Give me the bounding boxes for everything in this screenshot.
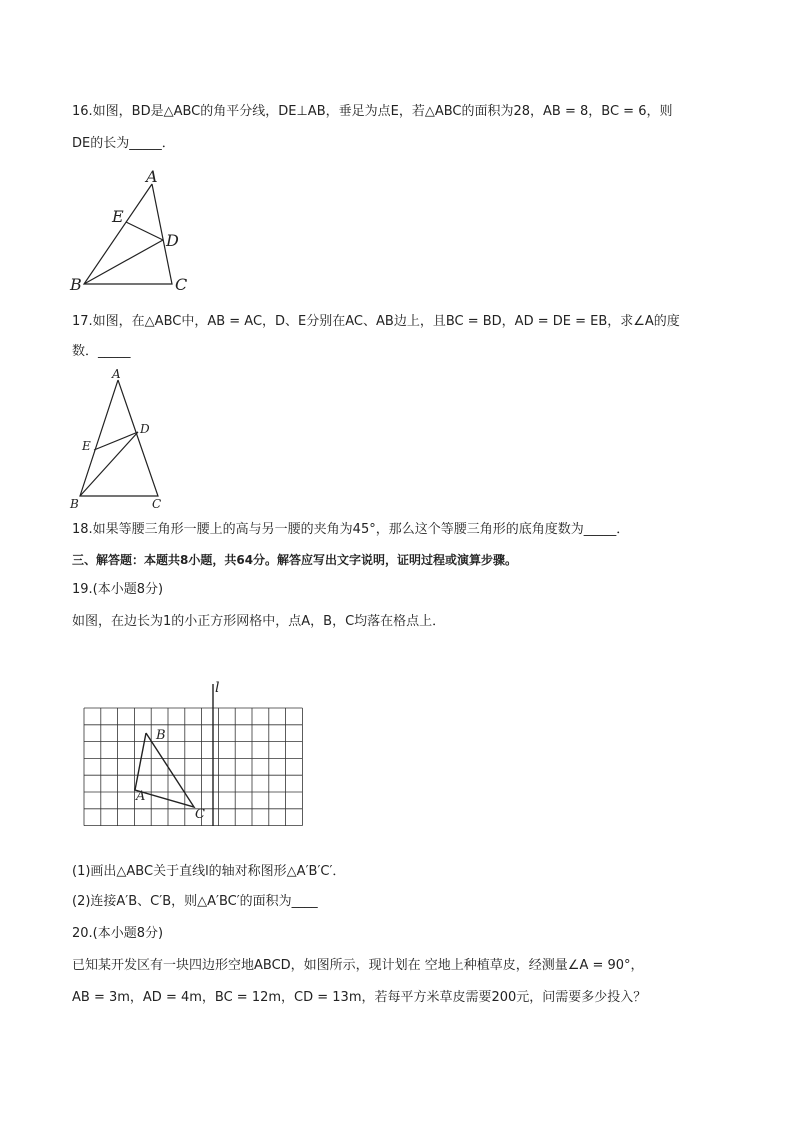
q16-label-b: B [70,275,82,294]
q17-triangle-abc [80,380,158,496]
q17-label-b: B [70,497,79,511]
q17-text-line1: 17.如图，在△ABC中，AB = AC，D、E分别在AC、AB边上，且BC = BD，AD = DE = EB，求∠A的度 [72,314,680,329]
q18-text-line1: 18.如果等腰三角形一腰上的高与另一腰的夹角为45°，那么这个等腰三角形的底角度数为_____． [72,522,630,537]
q16-segment-bd [84,240,163,284]
q16-triangle-abc [84,184,172,284]
q19-label-c: C [195,807,205,822]
q20-text-line1: 已知某开发区有一块四边形空地ABCD，如图所示，现计划在 空地上种植草皮，经测量∠A = 90°， [72,958,644,973]
q17-triangle-figure [68,366,178,512]
q17-label-d: D [140,422,150,436]
q16-triangle-figure [68,168,198,296]
q20-text-line2: AB = 3m，AD = 4m，BC = 12m，CD = 13m，若每平方米草皮需要200元，问需要多少投入？ [72,990,647,1005]
section3-heading: 三、解答题：本题共8小题，共64分。解答应写出文字说明，证明过程或演算步骤。 [72,553,518,567]
q20-title: 20.(本小题8分) [72,926,164,941]
q16-segment-de [126,222,163,240]
q19-part2: (2)连接A′B、C′B，则△A′BC′的面积为____ [72,894,318,909]
q19-title: 19.(本小题8分) [72,582,164,597]
q19-grid-lines [84,708,302,826]
q19-label-l: l [215,680,220,696]
q16-text-line1: 16.如图，BD是△ABC的角平分线，DE⊥AB，垂足为点E，若△ABC的面积为28，AB = 8，BC = 6，则 [72,104,673,119]
q16-text-line2: DE的长为_____． [72,136,175,151]
q16-label-d: D [166,231,179,250]
q19-label-a: A [136,789,146,804]
q16-label-a: A [146,167,158,186]
q19-label-b: B [156,728,166,743]
q19-text-line1: 如图，在边长为1的小正方形网格中，点A，B，C均落在格点上． [72,614,446,629]
q17-label-a: A [112,367,121,381]
q16-label-c: C [175,275,188,294]
q19-grid-figure [80,676,320,826]
q17-label-e: E [82,439,91,453]
q17-label-c: C [152,497,162,511]
q16-label-e: E [112,207,124,226]
q17-text-line2: 数．_____ [72,344,131,359]
q19-part1: (1)画出△ABC关于直线l的轴对称图形△A′B′C′． [72,864,346,879]
